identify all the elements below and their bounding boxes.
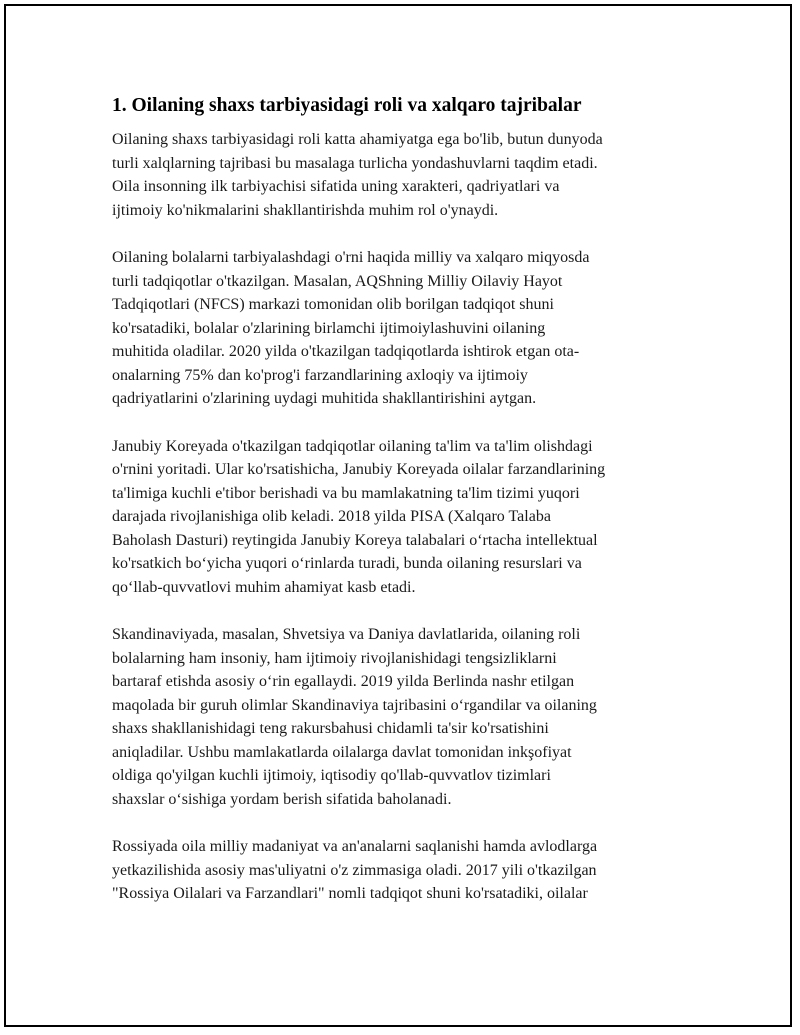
paragraph-russia xyxy=(112,835,692,906)
text-line: turli tadqiqotlar o'tkazilgan. Masalan, AQShning Milliy Oilaviy Hayot xyxy=(112,272,563,290)
text-line: Skandinaviyada, masalan, Shvetsiya va Daniya davlatlarida, oilaning roli xyxy=(112,626,581,643)
text-line: aniqladilar. Ushbu mamlakatlarda oilalarga davlat tomonidan inkşofiyat xyxy=(112,743,572,761)
text-line: shaxslar o‘sishiga yordam berish sifatida baholanadi. xyxy=(112,790,452,808)
document-body xyxy=(112,92,692,930)
text-line: bolalarning ham insoniy, ham ijtimoiy rivojlanishidagi tengsizliklarni xyxy=(112,649,557,667)
text-line: qadriyatlarini o'zlarining uydagi muhitida shakllantirishini aytgan. xyxy=(112,390,537,407)
text-line: ko'rsatadiki, bolalar o'zlarining birlamchi ijtimoiylashuvini oilaning xyxy=(112,319,546,337)
text-line: darajada rivojlanishiga olib keladi. 2018 yilda PISA (Xalqaro Talaba xyxy=(112,508,551,525)
text-line: turli xalqlarning tajribasi bu masalaga turlicha yondashuvlarni taqdim etadi. xyxy=(112,154,598,172)
section-heading: 1. Oilaning shaxs tarbiyasidagi roli va xalqaro tajribalar xyxy=(112,95,582,116)
text-line: Oila insonning ilk tarbiyachisi sifatida uning xarakteri, qadriyatlari va xyxy=(112,178,560,195)
text-line: Oilaning shaxs tarbiyasidagi roli katta ahamiyatga ega bo'lib, butun dunyoda xyxy=(112,131,603,148)
text-line: muhitida oladilar. 2020 yilda o'tkazilgan tadqiqotlarda ishtirok etgan ota- xyxy=(112,343,580,360)
text-line: bartaraf etishda asosiy o‘rin egallaydi. 2019 yilda Berlinda nashr etilgan xyxy=(112,673,575,690)
text-line: Rossiyada oila milliy madaniyat va an'analarni saqlanishi hamda avlodlarga xyxy=(112,838,598,855)
text-line: yetkazilishida asosiy mas'uliyatni o'z zimmasiga oladi. 2017 yili o'tkazilgan xyxy=(112,861,597,879)
paragraph-usa xyxy=(112,246,692,411)
text-line: maqolada bir guruh olimlar Skandinaviya tajribasini o‘rgandilar va oilaning xyxy=(112,696,597,714)
text-line: ko'rsatkich bo‘yicha yuqori o‘rinlarda turadi, bunda oilaning resurslari va xyxy=(112,555,582,572)
text-line: onalarning 75% dan ko'prog'i farzandlarining axloqiy va ijtimoiy xyxy=(112,366,528,384)
text-line: "Rossiya Oilalari va Farzandlari" nomli tadqiqot shuni ko'rsatadiki, oilalar xyxy=(112,885,588,902)
text-line: Oilaning bolalarni tarbiyalashdagi o'rni haqida milliy va xalqaro miqyosda xyxy=(112,249,590,266)
text-line: shaxs shakllanishidagi teng rakursbahusi chidamli ta'sir ko'rsatishini xyxy=(112,720,549,737)
text-line: Tadqiqotlari (NFCS) markazi tomonidan olib borilgan tadqiqot shuni xyxy=(112,296,554,313)
text-line: oldiga qo'yilgan kuchli ijtimoiy, iqtisodiy qo'llab-quvvatlov tizimlari xyxy=(112,767,551,784)
text-line: ta'limiga kuchli e'tibor berishadi va bu mamlakatning ta'lim tizimi yuqori xyxy=(112,484,580,502)
text-line: Janubiy Koreyada o'tkazilgan tadqiqotlar oilaning ta'lim va ta'lim olishdagi xyxy=(112,437,593,455)
text-line: o'rnini yoritadi. Ular ko'rsatishicha, Janubiy Koreyada oilalar farzandlarining xyxy=(112,461,606,478)
text-line: qo‘llab-quvvatlovi muhim ahamiyat kasb etadi. xyxy=(112,578,416,596)
text-line: ijtimoiy ko'nikmalarini shakllantirishda muhim rol o'ynaydi. xyxy=(112,201,499,219)
paragraph-south-korea xyxy=(112,435,692,600)
text-line: Baholash Dasturi) reytingida Janubiy Koreya talabalari o‘rtacha intellektual xyxy=(112,531,598,549)
paragraph-intro xyxy=(112,128,692,222)
paragraph-scandinavia xyxy=(112,623,692,811)
